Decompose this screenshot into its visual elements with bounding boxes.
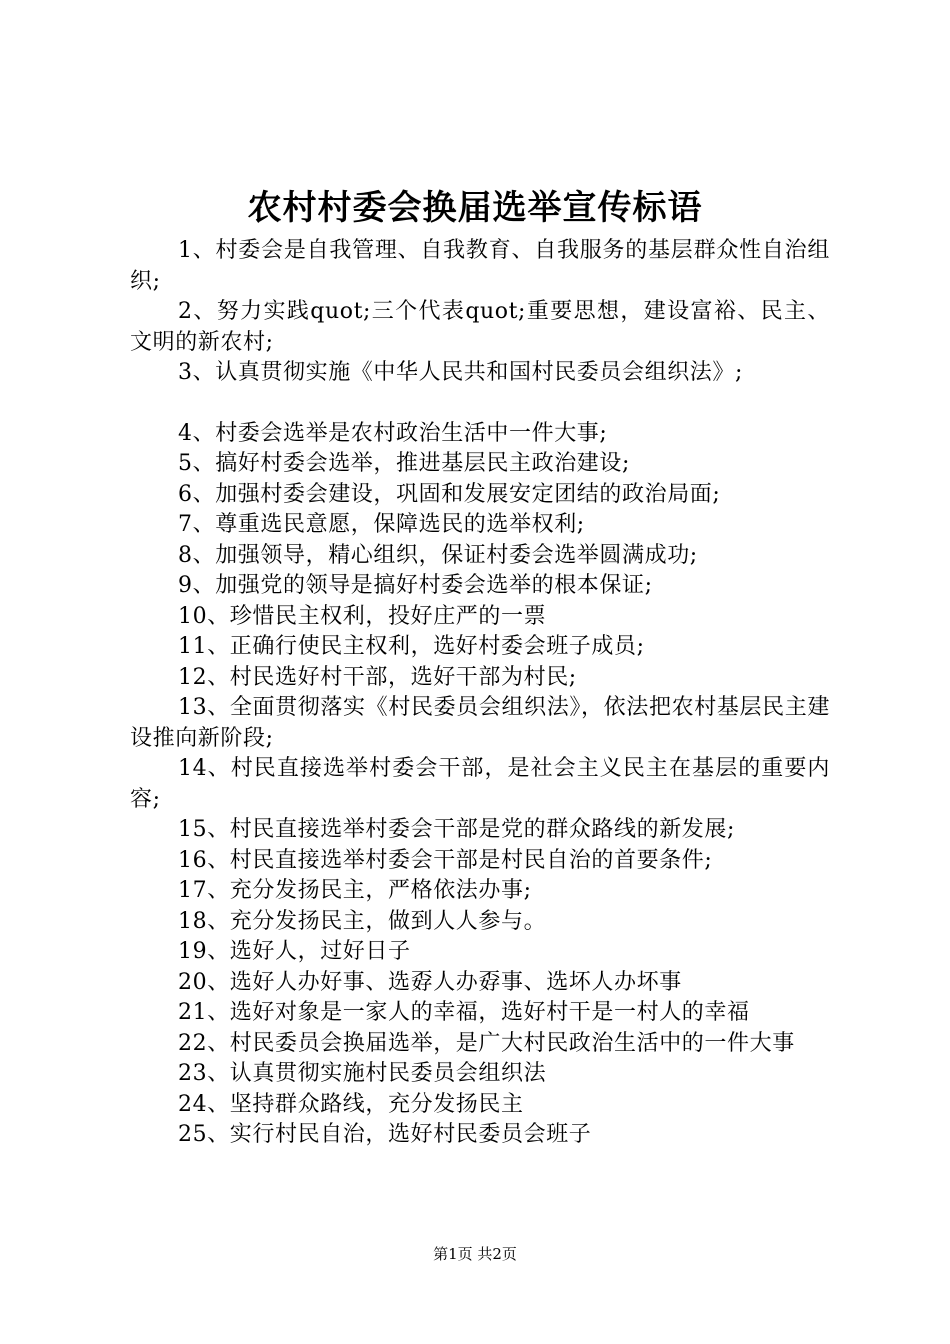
paragraph-gap [130,389,830,419]
document-title: 农村村委会换届选举宣传标语 [247,188,703,228]
slogan-item-12: 12、村民选好村干部，选好干部为村民; [178,664,577,690]
slogan-item-18: 18、充分发扬民主，做到人人参与。 [178,908,547,934]
slogan-item-17: 17、充分发扬民主，严格依法办事; [178,878,532,903]
slogan-item-1: 1、村委会是自我管理、自我教育、自我服务的基层群众性自治组织; [130,238,830,294]
slogan-item-5: 5、搞好村委会选举，推进基层民主政治建设; [178,451,631,476]
slogan-item-22: 22、村民委员会换届选举，是广大村民政治生活中的一件大事 [178,1030,795,1056]
slogan-item-15: 15、村民直接选举村委会干部是党的群众路线的新发展; [178,817,736,842]
page-footer: 第1页 共2页 [433,1245,517,1263]
slogan-item-14: 14、村民直接选举村委会干部，是社会主义民主在基层的重要内容; [130,756,830,812]
slogan-item-2: 2、努力实践quot;三个代表quot;重要思想，建设富裕、民主、文明的新农村; [130,299,830,355]
slogan-item-7: 7、尊重选民意愿，保障选民的选举权利; [178,512,585,537]
slogan-item-23: 23、认真贯彻实施村民委员会组织法 [178,1061,547,1086]
slogan-item-16: 16、村民直接选举村委会干部是村民自治的首要条件; [178,847,713,873]
slogan-item-4: 4、村委会选举是农村政治生活中一件大事; [178,420,608,446]
slogan-item-13: 13、全面贯彻落实《村民委员会组织法》，依法把农村基层民主建设推向新阶段; [130,695,830,751]
slogan-item-6: 6、加强村委会建设，巩固和发展安定团结的政治局面; [178,481,721,507]
slogan-item-21: 21、选好对象是一家人的幸福，选好村干是一村人的幸福 [178,1000,750,1025]
slogan-item-8: 8、加强领导，精心组织，保证村委会选举圆满成功; [178,542,698,568]
slogan-item-24: 24、坚持群众路线，充分发扬民主 [178,1091,524,1117]
slogan-item-10: 10、珍惜民主权利，投好庄严的一票 [178,603,547,629]
slogan-item-19: 19、选好人，过好日子 [178,939,411,964]
slogan-item-3: 3、认真贯彻实施《中华人民共和国村民委员会组织法》; [178,360,744,385]
slogan-item-9: 9、加强党的领导是搞好村委会选举的根本保证; [178,573,653,598]
slogan-item-25: 25、实行村民自治，选好村民委员会班子 [178,1122,592,1147]
slogan-item-11: 11、正确行使民主权利，选好村委会班子成员; [178,634,645,659]
slogan-list [130,236,830,1151]
slogan-item-20: 20、选好人办好事、选孬人办孬事、选坏人办坏事 [178,969,682,995]
